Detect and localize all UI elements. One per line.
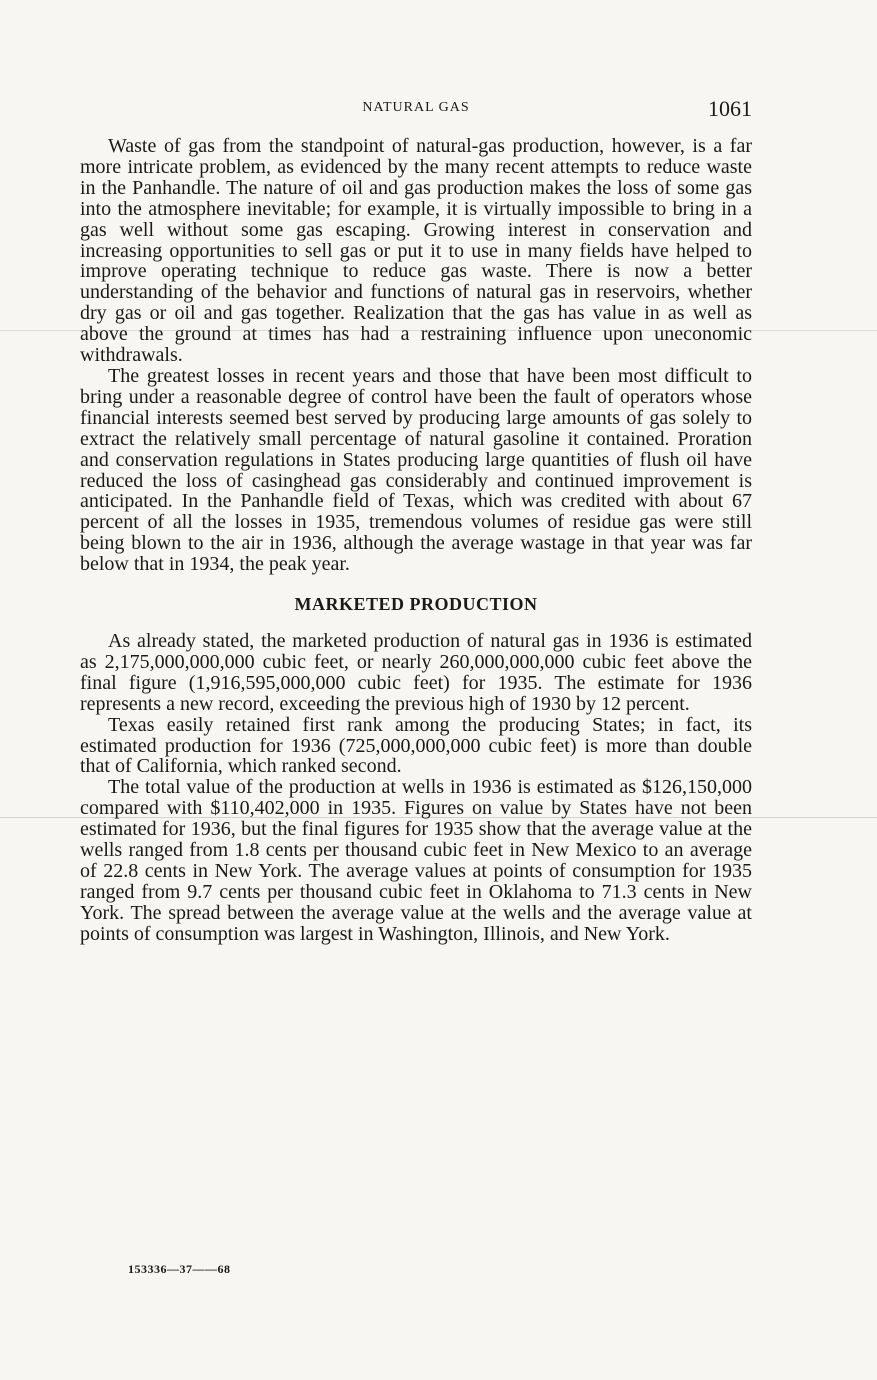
paragraph-gas-waste: Waste of gas from the standpoint of natural-gas production, however, is a far more intricate problem, as evidenced by the many recent attempts to reduce waste in the Panhandle. The nature of oil and gas production makes the loss of some gas into the atmosphere inevitable; for example, it is virtually impossible to bring in a gas well without some gas escaping. Growing interest in conservation and increasing opportunities to sell gas or put it to use in many fields have helped to improve operating technique to reduce gas waste. There is now a better understanding of the behavior and functions of natural gas in reservoirs, whether dry gas or oil and gas together. Realization that the gas has value in as well as above the ground at times has had a restraining influence upon uneconomic withdrawals. [80,135,752,367]
paragraph-marketed-production: As already stated, the marketed production of natural gas in 1936 is estimated as 2,175,000,000,000 cubic feet, or nearly 260,000,000,000 cubic feet above the final figure (1,916,595,000,000 cubic feet) for 1935. The estimate for 1936 represents a new record, exceeding the previous high of 1930 by 12 percent. [80,630,752,715]
section-heading: MARKETED PRODUCTION [294,594,538,615]
print-code: 153336—37——68 [128,1262,231,1276]
running-title: NATURAL GAS [362,100,470,115]
paragraph-greatest-losses: The greatest losses in recent years and those that have been most difficult to bring under a reasonable degree of control have been the fault of operators whose financial interests seemed best served by producing large amounts of gas solely to extract the relatively small percentage of natural gasoline it contained. Proration and conservation regulations in States producing large quantities of flush oil have reduced the loss of casinghead gas considerably and continued improvement is anticipated. In the Panhandle field of Texas, which was credited with about 67 percent of all the losses in 1935, tremendous volumes of residue gas were still being blown to the air in 1936, although the average wastage in that year was far below that in 1934, the peak year. [80,364,752,576]
paragraph-total-value: The total value of the production at wells in 1936 is estimated as $126,150,000 compared with $110,402,000 in 1935. Figures on value by States have not been estimated for 1936, but the final figures for 1935 show that the average value at the wells ranged from 1.8 cents per thousand cubic feet in New Mexico to an average of 22.8 cents in New York. The average values at points of consumption for 1935 ranged from 9.7 cents per thousand cubic feet in Oklahoma to 71.3 cents in New York. The spread between the average value at the wells and the average value at points of consumption was largest in Washington, Illinois, and New York. [80,776,752,945]
body-text [80,136,752,945]
running-head [80,96,752,124]
paragraph-texas-rank: Texas easily retained first rank among the producing States; in fact, its estimated production for 1936 (725,000,000,000 cubic feet) is more than double that of California, which ranked second. [80,713,752,778]
page-number: 1061 [708,96,752,121]
